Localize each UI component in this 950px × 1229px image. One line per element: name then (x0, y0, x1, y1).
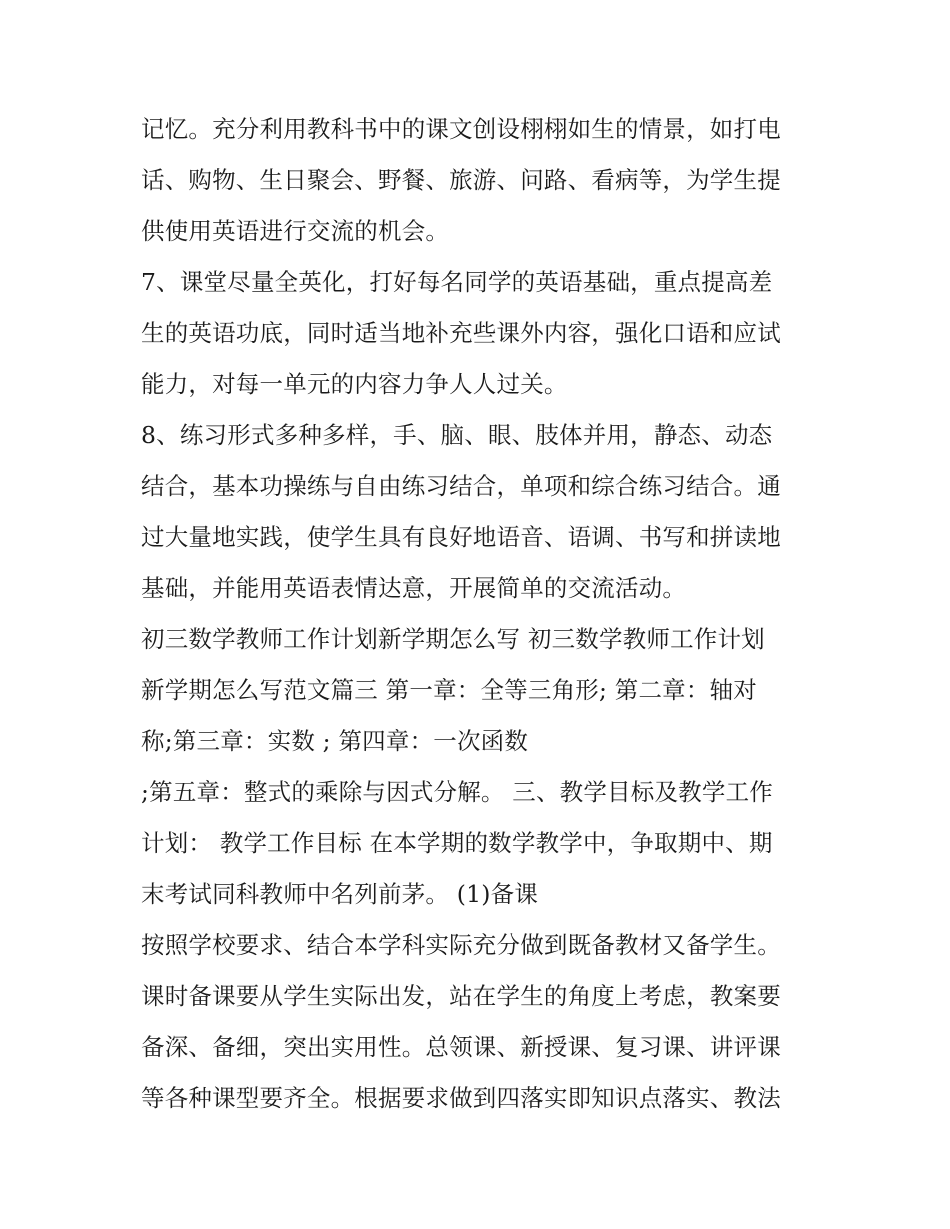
text-line: 末考试同科教师中名列前茅。 (1)备课 (141, 880, 539, 908)
text-line: 基础，并能用英语表情达意，开展简单的交流活动。 (141, 574, 687, 602)
body-text (141, 104, 821, 1124)
text-line: 等各种课型要齐全。根据要求做到四落实即知识点落实、教法 (141, 1084, 781, 1112)
text-line: 课时备课要从学生实际出发，站在学生的角度上考虑，教案要 (141, 982, 781, 1010)
text-line: 备深、备细，突出实用性。总领课、新授课、复习课、讲评课 (141, 1033, 781, 1061)
text-line: 过大量地实践，使学生具有良好地语音、语调、书写和拼读地 (141, 523, 781, 551)
text-line: 按照学校要求、结合本学科实际充分做到既备教材又备学生。 (141, 931, 781, 959)
text-line: 7、课堂尽量全英化，打好每名同学的英语基础，重点提高差 (141, 268, 773, 296)
text-line: 结合，基本功操练与自由练习结合，单项和综合练习结合。通 (141, 472, 781, 500)
text-line: 新学期怎么写范文篇三 第一章：全等三角形; 第二章：轴对 (141, 676, 757, 704)
text-line: 8、练习形式多种多样，手、脑、眼、肢体并用，静态、动态 (141, 421, 773, 449)
text-line: 称;第三章：实数 ; 第四章：一次函数 (141, 727, 529, 755)
text-line: 计划： 教学工作目标 在本学期的数学教学中，争取期中、期 (141, 829, 773, 857)
text-line: 供使用英语进行交流的机会。 (141, 217, 450, 245)
text-line: ;第五章：整式的乘除与因式分解。 三、教学目标及教学工作 (141, 778, 773, 806)
text-line: 话、购物、生日聚会、野餐、旅游、问路、看病等，为学生提 (141, 166, 781, 194)
text-line: 能力，对每一单元的内容力争人人过关。 (141, 370, 568, 398)
text-line: 生的英语功底，同时适当地补充些课外内容，强化口语和应试 (141, 319, 781, 347)
text-line: 初三数学教师工作计划新学期怎么写 初三数学教师工作计划 (141, 625, 765, 653)
text-line: 记忆。充分利用教科书中的课文创设栩栩如生的情景，如打电 (141, 115, 781, 143)
